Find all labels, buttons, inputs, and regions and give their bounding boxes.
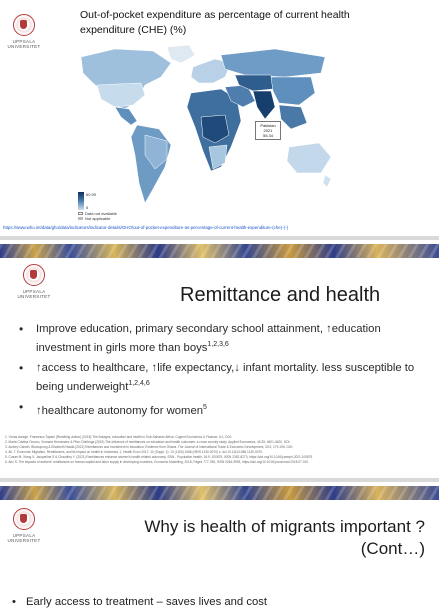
- slide-1: [0, 0, 439, 236]
- slide-1-title: Out-of-pocket expenditure as percentage of current health expenditure (CHE) (%): [80, 9, 350, 36]
- reference-item: 1. Yonas Asrege, Francesco Tapani (Remitting author) (2018) The linkages, education and health in Sub-Saharan Africa. Cogent Economics & Finance, 6:1, DOI:: [5, 435, 232, 439]
- map-tooltip: [255, 121, 281, 140]
- map-legend: [78, 192, 117, 221]
- bullet-item: • ↑access to healthcare, ↑life expectancy,↓ infant mortality. less susceptible to being underweight$^{1,2,4,6}$: [16, 361, 426, 395]
- slide-2-title: Remittance and health: [180, 284, 381, 306]
- tooltip-country: Pakistan: [260, 123, 276, 128]
- uppsala-university-seal-icon: [13, 508, 35, 530]
- bullet-item: • Early access to treatment – saves lives and cost: [12, 596, 267, 608]
- tooltip-year: 2021: [263, 128, 273, 133]
- legend-color-scale: [78, 192, 84, 210]
- bullet-item: • ↑healthcare autonomy for women$^5$: [16, 400, 426, 419]
- source-link[interactable]: https://www.who.int/data/gho/data/indicators/indicator-details/GHO/out-of-pocket-expenditure-as-percentage-of-current-health-expenditure-(che)-(-): [3, 225, 289, 230]
- university-wordmark: UPPSALA UNIVERSITET: [7, 39, 41, 49]
- references: [5, 435, 435, 465]
- slide-3: [0, 482, 439, 614]
- legend-min: 5: [86, 205, 89, 210]
- reference-item: 2. Maria Cristina Orozco, Xiomara Hernandez & Pilar Chiriboga (2019) The influence of remittances on education and health outcomes: a cross country study. Applied Economics, 44:35, 4601-4620, DOI:: [5, 440, 291, 444]
- uppsala-university-seal-icon: [23, 264, 45, 286]
- reference-item: 3. Audrey Calmet, Bhanupong & Elizabeth Nwala (2021) Remittances and investment in education: Evidence from Ghana. The Journal of International Trade & Economic Development, 30:2, 179-196, DOI:: [5, 445, 294, 449]
- decorative-banner: [0, 486, 439, 500]
- legend-not-applicable: Not applicable: [85, 216, 111, 221]
- remittance-bullets: [16, 322, 426, 423]
- reference-item: 5. Cosan M, Xiong X, Jacqueline S & Chaudhry Y. (2021) Remittances enhance women's health-related autonomy. SSM - Population health, 16:9, 100875, ISSN 2352-8273, https://doi.org/10.1016/j.ssmph.2021.100875: [5, 455, 313, 459]
- reference-item: 4. Ali, T. Economic Migration, Remittances, and its impact on health in Indonesia. J. Health Econ 2017; 10 (Suppl. 1): 13 (1150) 1086 (HE/S 1130-0070) s. doi 10.1111/1086 1130-0070.: [5, 450, 263, 454]
- decorative-banner: [0, 244, 439, 258]
- uppsala-university-seal-icon: [13, 14, 35, 36]
- tooltip-value: 55.34: [262, 133, 273, 138]
- legend-data-not-available: Data not available: [85, 211, 118, 216]
- university-wordmark: UPPSALA UNIVERSITET: [7, 533, 41, 543]
- bullet-item: • Improve education, primary secondary school attainment, ↑education investment in girls more than boys$^{1,2,3,6}$: [16, 322, 426, 356]
- university-wordmark: UPPSALA UNIVERSITET: [17, 289, 51, 299]
- legend-na-swatch: [78, 212, 83, 215]
- slide-3-title: Why is health of migrants important ? (Cont…): [144, 517, 425, 558]
- legend-not-applicable-swatch: [78, 217, 83, 220]
- reference-item: 6. Ariz S. The impacts of workers' remittances on human capital and labor supply in developing countries. Economic Modelling, 2018, Pages 777-788, ISSN 0264-9993, https://doi.org/10.1016/j.econmod.2018.07.010.: [5, 460, 309, 464]
- legend-max: 60.99: [86, 192, 97, 197]
- slide-2: [0, 240, 439, 478]
